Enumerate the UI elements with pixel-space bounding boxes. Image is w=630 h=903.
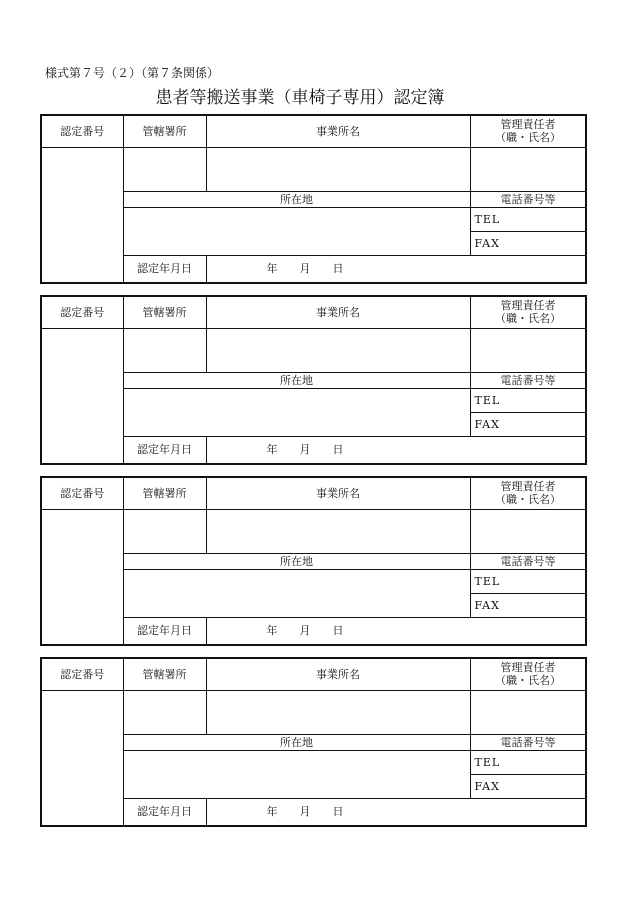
phone-header: 電話番号等 [470, 191, 586, 207]
address-field[interactable] [123, 207, 470, 255]
tel-label: TEL [474, 574, 501, 588]
address-field[interactable] [123, 750, 470, 798]
month-label: 月 [299, 262, 311, 276]
year-label: 年 [266, 805, 278, 819]
manager-header [470, 477, 586, 509]
registry-entry [40, 476, 585, 646]
manager-header-line1: 管理責任者 [500, 661, 556, 675]
fax-field[interactable] [470, 774, 586, 798]
jurisdiction-field[interactable] [123, 690, 206, 734]
address-field[interactable] [123, 569, 470, 617]
form-number-label: 様式第７号（２）（第７条関係） [45, 66, 220, 80]
business-name-header: 事業所名 [206, 658, 470, 690]
business-name-header: 事業所名 [206, 115, 470, 147]
business-name-field[interactable] [206, 328, 470, 372]
jurisdiction-header: 管轄署所 [123, 296, 206, 328]
cert-number-field[interactable] [41, 509, 123, 645]
cert-number-field[interactable] [41, 147, 123, 283]
manager-header-line2: （職・氏名） [495, 131, 561, 145]
fax-label: FAX [474, 417, 500, 431]
cert-number-header: 認定番号 [41, 115, 123, 147]
manager-header-line2: （職・氏名） [495, 674, 561, 688]
entry-table [40, 114, 587, 284]
business-name-field[interactable] [206, 690, 470, 734]
tel-label: TEL [474, 755, 501, 769]
registry-entry [40, 295, 585, 465]
registry-entry [40, 114, 585, 284]
phone-header: 電話番号等 [470, 553, 586, 569]
tel-label: TEL [474, 212, 501, 226]
month-label: 月 [299, 443, 311, 457]
fax-field[interactable] [470, 412, 586, 436]
cert-number-field[interactable] [41, 328, 123, 464]
manager-header [470, 296, 586, 328]
manager-header-line2: （職・氏名） [495, 312, 561, 326]
registry-entry [40, 657, 585, 827]
day-label: 日 [332, 624, 344, 638]
jurisdiction-header: 管轄署所 [123, 477, 206, 509]
jurisdiction-header: 管轄署所 [123, 658, 206, 690]
manager-header-line1: 管理責任者 [500, 480, 556, 494]
address-header: 所在地 [123, 191, 470, 207]
day-label: 日 [332, 443, 344, 457]
manager-field[interactable] [470, 328, 586, 372]
jurisdiction-field[interactable] [123, 509, 206, 553]
business-name-field[interactable] [206, 147, 470, 191]
fax-label: FAX [474, 598, 500, 612]
cert-date-field[interactable] [206, 255, 586, 283]
manager-field[interactable] [470, 509, 586, 553]
year-label: 年 [266, 262, 278, 276]
tel-field[interactable] [470, 569, 586, 593]
entry-table [40, 657, 587, 827]
tel-field[interactable] [470, 750, 586, 774]
cert-number-header: 認定番号 [41, 658, 123, 690]
year-label: 年 [266, 443, 278, 457]
manager-field[interactable] [470, 690, 586, 734]
form-title: 患者等搬送事業（車椅子専用）認定簿 [155, 88, 445, 108]
cert-date-field[interactable] [206, 798, 586, 826]
jurisdiction-field[interactable] [123, 147, 206, 191]
day-label: 日 [332, 262, 344, 276]
cert-number-field[interactable] [41, 690, 123, 826]
cert-number-header: 認定番号 [41, 477, 123, 509]
cert-date-field[interactable] [206, 436, 586, 464]
entry-table [40, 295, 587, 465]
jurisdiction-field[interactable] [123, 328, 206, 372]
manager-header [470, 658, 586, 690]
address-header: 所在地 [123, 553, 470, 569]
manager-header-line1: 管理責任者 [500, 299, 556, 313]
cert-number-header: 認定番号 [41, 296, 123, 328]
phone-header: 電話番号等 [470, 734, 586, 750]
business-name-field[interactable] [206, 509, 470, 553]
fax-label: FAX [474, 779, 500, 793]
year-label: 年 [266, 624, 278, 638]
tel-label: TEL [474, 393, 501, 407]
address-header: 所在地 [123, 372, 470, 388]
tel-field[interactable] [470, 388, 586, 412]
day-label: 日 [332, 805, 344, 819]
fax-label: FAX [474, 236, 500, 250]
entry-table [40, 476, 587, 646]
cert-date-field[interactable] [206, 617, 586, 645]
cert-date-header: 認定年月日 [123, 798, 206, 826]
manager-field[interactable] [470, 147, 586, 191]
phone-header: 電話番号等 [470, 372, 586, 388]
cert-date-header: 認定年月日 [123, 617, 206, 645]
fax-field[interactable] [470, 593, 586, 617]
manager-header-line1: 管理責任者 [500, 118, 556, 132]
cert-date-header: 認定年月日 [123, 436, 206, 464]
business-name-header: 事業所名 [206, 296, 470, 328]
cert-date-header: 認定年月日 [123, 255, 206, 283]
fax-field[interactable] [470, 231, 586, 255]
address-field[interactable] [123, 388, 470, 436]
manager-header [470, 115, 586, 147]
address-header: 所在地 [123, 734, 470, 750]
month-label: 月 [299, 805, 311, 819]
tel-field[interactable] [470, 207, 586, 231]
jurisdiction-header: 管轄署所 [123, 115, 206, 147]
month-label: 月 [299, 624, 311, 638]
manager-header-line2: （職・氏名） [495, 493, 561, 507]
business-name-header: 事業所名 [206, 477, 470, 509]
